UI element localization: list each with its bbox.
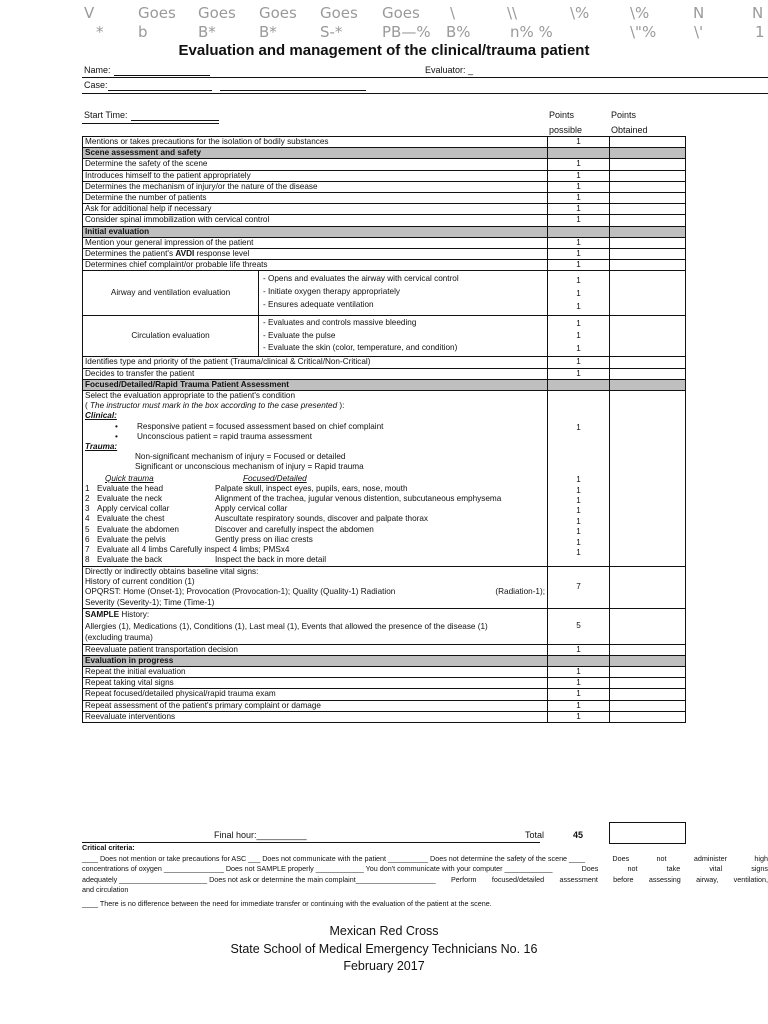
critical-line: concentrations of oxygen _______________ Does not SAMPLE properly ____________ You don't communicate with your computer ____________ Does not take vital signs xyxy=(82,864,768,874)
garble-item: * xyxy=(96,23,104,41)
points-obtained-cell[interactable] xyxy=(610,215,686,226)
garble-item: 1 xyxy=(755,23,765,41)
row-text: Repeat focused/detailed physical/rapid trauma exam xyxy=(83,689,548,700)
garble-item: Goes xyxy=(259,4,297,22)
list-item: 1 Evaluate the head Palpate skull, inspect eyes, pupils, ears, nose, mouth xyxy=(85,483,408,493)
list-item: 6 Evaluate the pelvis Gently press on iliac crests xyxy=(85,534,313,544)
clinical-heading: Clinical: xyxy=(85,411,117,421)
garbled-row-2 xyxy=(0,23,768,41)
points-obtained-cell[interactable] xyxy=(610,237,686,248)
points-possible: 1 xyxy=(548,215,610,226)
row-text: Introduces himself to the patient appropriately xyxy=(83,170,548,181)
section-header xyxy=(83,148,686,159)
points-obtained-cell[interactable] xyxy=(610,678,686,689)
table-row xyxy=(83,159,686,170)
airway-item: - Ensures adequate ventilation xyxy=(263,300,374,310)
focus-note: ( The instructor must mark in the box according to the case presented ): xyxy=(85,401,345,411)
points-possible: 1 xyxy=(548,711,610,722)
list-item: 2 Evaluate the neck Alignment of the trachea, jugular venous distention, subcutaneous emphysema xyxy=(85,494,502,504)
points-obtained-cell[interactable] xyxy=(610,260,686,271)
section-header xyxy=(83,379,686,390)
case-field[interactable] xyxy=(108,90,212,91)
garble-item: \% xyxy=(570,4,590,22)
points-obtained-header-2: Obtained xyxy=(611,125,648,135)
garbled-row-1 xyxy=(0,4,768,22)
row-text: Repeat assessment of the patient's primary complaint or damage xyxy=(83,700,548,711)
critical-line: ____ Does not mention or take precautions for ASC ___ Does not communicate with the patient __________ Does not determine the safety of the scene ____ Does not administer high xyxy=(82,853,768,863)
points-possible: 1 xyxy=(548,237,610,248)
points-obtained-cell[interactable] xyxy=(610,271,686,316)
table-row xyxy=(83,260,686,271)
garble-item: \\ xyxy=(507,4,518,22)
garble-item: N xyxy=(752,4,764,22)
points-possible: 1 xyxy=(548,678,610,689)
quick-focused-heading xyxy=(85,474,545,484)
points-obtained-cell[interactable] xyxy=(610,566,686,609)
points-possible: 1 xyxy=(548,181,610,192)
points-possible-header-2: possible xyxy=(549,125,583,135)
table-row xyxy=(83,215,686,226)
garbled-header xyxy=(0,0,768,44)
footer-school: State School of Medical Emergency Technicians No. 16 xyxy=(230,942,538,956)
points-obtained-cell[interactable] xyxy=(610,137,686,148)
sample-row xyxy=(83,609,686,645)
focused-detailed-heading: Focused/Detailed xyxy=(243,473,307,483)
total-value: 45 xyxy=(573,830,584,840)
points-possible: 1 1 1 1 1 1 1 1 1 xyxy=(548,391,610,566)
row-text: Determine the safety of the scene xyxy=(83,159,548,170)
garble-item: Goes xyxy=(320,4,358,22)
points-obtained-cell[interactable] xyxy=(610,391,686,566)
garble-item: Goes xyxy=(382,4,420,22)
airway-items xyxy=(259,271,547,315)
points-possible: 1 xyxy=(548,644,610,655)
points-obtained-cell[interactable] xyxy=(610,644,686,655)
critical-line: ____ There is no difference between the need for immediate transfer or continuing with the evaluation of the patient at the scene. xyxy=(82,898,492,908)
start-time-rule xyxy=(82,123,219,124)
points-possible: 1 xyxy=(548,357,610,368)
points-obtained-cell[interactable] xyxy=(610,711,686,722)
trauma-option: Significant or unconscious mechanism of injury = Rapid trauma xyxy=(135,462,364,472)
start-time-label: Start Time: xyxy=(84,110,128,120)
points-obtained-header: Points xyxy=(611,110,637,120)
table-row xyxy=(83,137,686,148)
critical-criteria xyxy=(82,843,768,910)
table-row xyxy=(83,237,686,248)
garble-item: Goes xyxy=(198,4,236,22)
row-text: Reevaluate interventions xyxy=(83,711,548,722)
row-text: Identifies type and priority of the patient (Trauma/clinical & Critical/Non-Critical) xyxy=(83,357,548,368)
points-possible: 1 xyxy=(548,700,610,711)
section-header xyxy=(83,655,686,666)
critical-title: Critical criteria: xyxy=(82,843,135,852)
garble-item: PB—% xyxy=(382,23,431,41)
list-item: 7 Evaluate all 4 limbs Carefully inspect 4 limbs; PMSx4 xyxy=(85,545,290,555)
garble-item: n% % xyxy=(510,23,553,41)
row-text: Consider spinal immobilization with cervical control xyxy=(83,215,548,226)
name-field[interactable] xyxy=(114,75,210,76)
evaluation-table xyxy=(82,136,686,723)
points-possible-header: Points xyxy=(549,110,575,120)
points-obtained-cell[interactable] xyxy=(610,249,686,260)
points-obtained-cell[interactable] xyxy=(610,170,686,181)
points-possible: 1 xyxy=(548,689,610,700)
total-label: Total xyxy=(525,830,545,840)
focused-assessment-row xyxy=(83,391,686,566)
clinical-option: • Responsive patient = focused assessment based on chief complaint xyxy=(115,421,384,431)
row-text: Decides to transfer the patient xyxy=(83,368,548,379)
table-row xyxy=(83,170,686,181)
points-obtained-cell[interactable] xyxy=(610,181,686,192)
circulation-item: - Evaluate the pulse xyxy=(263,330,336,340)
final-hour-label: Final hour:__________ xyxy=(214,830,307,840)
list-item: 4 Evaluate the chest Auscultate respiratory sounds, discover and palpate thorax xyxy=(85,514,428,524)
points-possible: 1 xyxy=(548,260,610,271)
start-time-field[interactable] xyxy=(131,120,219,121)
airway-row xyxy=(83,271,686,316)
circulation-row xyxy=(83,316,686,357)
points-obtained-cell[interactable] xyxy=(610,700,686,711)
total-obtained-box[interactable] xyxy=(609,822,686,844)
row-text: Reevaluate patient transportation decision xyxy=(83,644,548,655)
page-title: Evaluation and management of the clinical/trauma patient xyxy=(178,42,590,59)
circulation-item: - Evaluates and controls massive bleeding xyxy=(263,318,417,328)
trauma-option: Non-significant mechanism of injury = Focused or detailed xyxy=(135,452,346,462)
points-obtained-cell[interactable] xyxy=(610,689,686,700)
row-text: Determines the mechanism of injury/or the nature of the disease xyxy=(83,181,548,192)
points-possible: 7 xyxy=(548,566,610,609)
section-title: Scene assessment and safety xyxy=(83,148,548,159)
vitals-cell: Directly or indirectly obtains baseline vital signs: History of current condition (1) OPQRST: Home (Onset-1); Provocation (Provocation-1); Quality (Quality-1) Radiation (Radiation-1); Severity (Severity-1); Time (Time-1) xyxy=(83,566,548,609)
focus-instruction: Select the evaluation appropriate to the patient's condition xyxy=(85,391,296,401)
row-text: Determines the patient's AVDI response level xyxy=(83,249,548,260)
points-possible: 1 xyxy=(548,137,610,148)
table-row xyxy=(83,700,686,711)
points-possible: 1 1 1 xyxy=(548,316,610,357)
garble-item: N xyxy=(693,4,705,22)
row-text: Determines chief complaint/or probable life threats xyxy=(83,260,548,271)
table-row xyxy=(83,357,686,368)
airway-item: - Initiate oxygen therapy appropriately xyxy=(263,287,400,297)
points-possible: 1 xyxy=(548,170,610,181)
garble-item: V xyxy=(84,4,95,22)
quick-trauma-heading: Quick trauma xyxy=(105,473,154,483)
points-obtained-cell[interactable] xyxy=(610,609,686,645)
points-possible: 5 xyxy=(548,609,610,645)
critical-line: adequately ______________________ Does not ask or determine the main complaint____________________ Perform focused/detailed assessment before assessing airway, ventilation, xyxy=(82,874,768,884)
points-obtained-cell[interactable] xyxy=(610,368,686,379)
circulation-item: - Evaluate the skin (color, temperature, and condition) xyxy=(263,343,458,353)
table-row xyxy=(83,644,686,655)
garble-item: Goes xyxy=(138,4,176,22)
garble-item: b xyxy=(138,23,148,41)
points-obtained-cell[interactable] xyxy=(610,316,686,357)
table-row xyxy=(83,181,686,192)
table-row xyxy=(83,667,686,678)
list-item: 8 Evaluate the back Inspect the back in more detail xyxy=(85,555,327,565)
focused-assessment-cell xyxy=(83,391,548,566)
points-obtained-cell[interactable] xyxy=(610,204,686,215)
case-field-2[interactable] xyxy=(220,90,366,91)
points-possible: 1 xyxy=(548,193,610,204)
circulation-cell xyxy=(83,316,548,357)
sample-cell: SAMPLE History: Allergies (1), Medications (1), Conditions (1), Last meal (1), Events that allowed the presence of the disease (1) (excluding trauma) xyxy=(83,609,548,645)
clinical-option: • Unconscious patient = rapid trauma assessment xyxy=(115,431,312,441)
footer-org: Mexican Red Cross xyxy=(329,924,439,938)
section-title: Initial evaluation xyxy=(83,226,548,237)
garble-item: S-* xyxy=(320,23,343,41)
table-row xyxy=(83,711,686,722)
points-possible: 1 xyxy=(548,249,610,260)
points-obtained-cell[interactable] xyxy=(610,357,686,368)
circulation-label: Circulation evaluation xyxy=(83,316,259,356)
section-header xyxy=(83,226,686,237)
circulation-items xyxy=(259,316,547,356)
row-text: Repeat the initial evaluation xyxy=(83,667,548,678)
table-row xyxy=(83,193,686,204)
points-possible: 1 xyxy=(548,204,610,215)
header-rule xyxy=(82,77,768,78)
points-possible: 1 xyxy=(548,667,610,678)
section-title: Focused/Detailed/Rapid Trauma Patient Assessment xyxy=(83,379,548,390)
header-rule-2 xyxy=(82,93,768,94)
row-text: Ask for additional help if necessary xyxy=(83,204,548,215)
list-item: 3 Apply cervical collar Apply cervical collar xyxy=(85,504,288,514)
footer-date: February 2017 xyxy=(343,959,425,973)
critical-line: and circulation xyxy=(82,885,129,895)
points-obtained-cell[interactable] xyxy=(610,667,686,678)
case-label: Case: xyxy=(84,80,108,90)
points-obtained-cell[interactable] xyxy=(610,159,686,170)
garble-item: \ xyxy=(450,4,456,22)
row-text: Repeat taking vital signs xyxy=(83,678,548,689)
garble-item: \"% xyxy=(630,23,657,41)
evaluator-label: Evaluator: _ xyxy=(425,65,474,75)
row-text: Mention your general impression of the patient xyxy=(83,237,548,248)
table-row xyxy=(83,368,686,379)
table-row xyxy=(83,249,686,260)
garble-item: B* xyxy=(259,23,277,41)
airway-item: - Opens and evaluates the airway with cervical control xyxy=(263,274,459,284)
garble-item: \% xyxy=(630,4,650,22)
points-possible: 1 xyxy=(548,159,610,170)
table-row xyxy=(83,204,686,215)
points-possible: 1 1 1 xyxy=(548,271,610,316)
row-text: Mentions or takes precautions for the isolation of bodily substances xyxy=(83,137,548,148)
points-obtained-cell[interactable] xyxy=(610,193,686,204)
trauma-heading: Trauma: xyxy=(85,442,118,452)
table-row xyxy=(83,678,686,689)
garble-item: B* xyxy=(198,23,216,41)
table-row xyxy=(83,689,686,700)
name-label: Name: xyxy=(84,65,111,75)
list-item: 5 Evaluate the abdomen Discover and carefully inspect the abdomen xyxy=(85,524,374,534)
points-possible: 1 xyxy=(548,368,610,379)
garble-item: B% xyxy=(446,23,471,41)
section-title: Evaluation in progress xyxy=(83,655,548,666)
garble-item: \' xyxy=(694,23,704,41)
vitals-row xyxy=(83,566,686,609)
airway-label: Airway and ventilation evaluation xyxy=(83,271,259,315)
row-text: Determine the number of patients xyxy=(83,193,548,204)
airway-cell xyxy=(83,271,548,316)
